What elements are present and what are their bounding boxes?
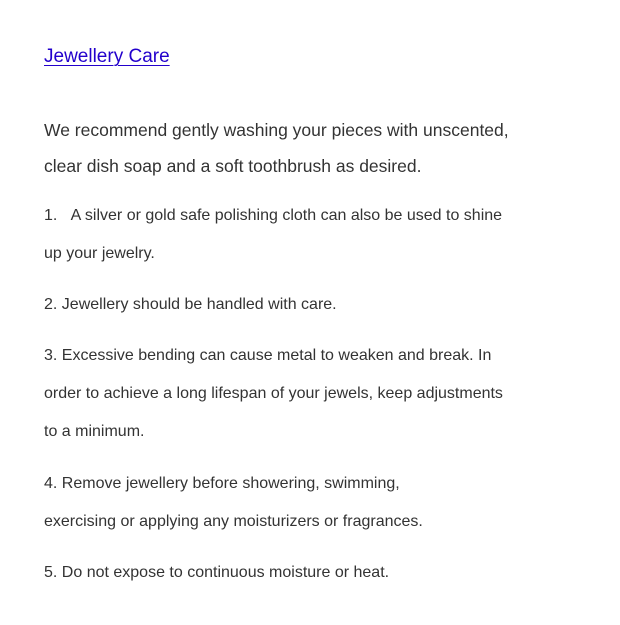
care-item-line: 1. A silver or gold safe polishing cloth can also be used to shine [44, 207, 503, 224]
intro-line: We recommend gently washing your pieces with unscented, [44, 120, 509, 140]
care-item-3 [44, 337, 604, 451]
care-item-line: to a minimum. [44, 423, 145, 440]
intro-line: clear dish soap and a soft toothbrush as desired. [44, 156, 422, 176]
care-item-line: 3. Excessive bending can cause metal to weaken and break. In [44, 347, 492, 364]
jewellery-care-link[interactable]: Jewellery Care [44, 46, 170, 67]
care-item-line: 5. Do not expose to continuous moisture or heat. [44, 564, 390, 581]
care-item-line: exercising or applying any moisturizers or fragrances. [44, 513, 423, 530]
care-item-1 [44, 197, 604, 273]
care-item-line: order to achieve a long lifespan of your jewels, keep adjustments [44, 385, 503, 402]
care-item-5 [44, 554, 604, 592]
care-item-line: 2. Jewellery should be handled with care. [44, 296, 337, 313]
care-item-line: 4. Remove jewellery before showering, swimming, [44, 475, 400, 492]
care-item-2 [44, 286, 604, 324]
intro-paragraph [44, 112, 604, 184]
care-item-line: up your jewelry. [44, 245, 155, 262]
care-item-4 [44, 465, 604, 541]
